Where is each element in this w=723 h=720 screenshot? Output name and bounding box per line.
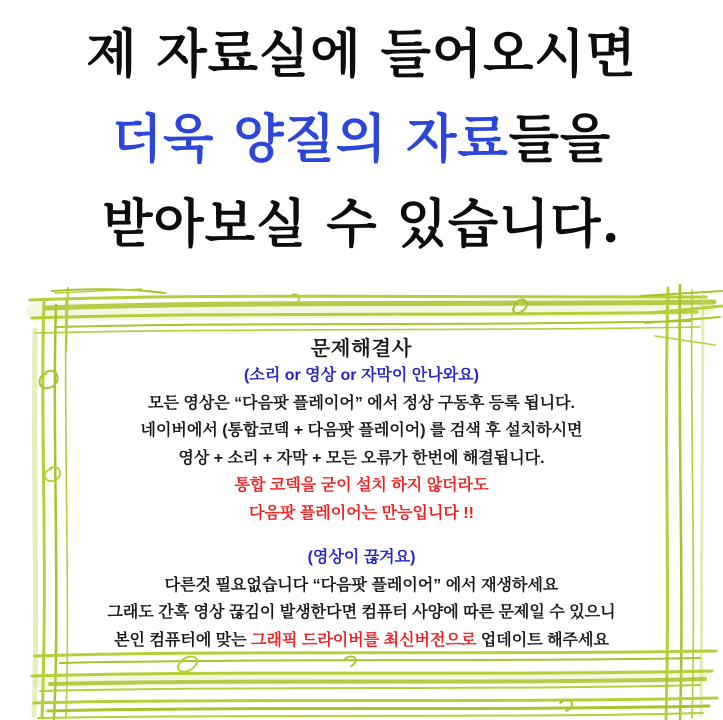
red-note-potplayer: 다음팟 플레이어는 만능입니다 !! — [249, 504, 474, 522]
info-line-pc-spec: 그래도 간혹 영상 끊김이 발생한다면 컴퓨터 사양에 따른 문제일 수 있으니 — [107, 604, 616, 621]
info-line-register: 모든 영상은 “다음팟 플레이어” 에서 정상 구동후 등록 됩니다. — [148, 394, 575, 412]
headline-line-3: 받아보실 수 있습니다. — [102, 194, 621, 255]
headline-line-2-highlight: 더욱 양질의 자료 — [111, 109, 509, 170]
headline-line-2-rest: 들을 — [508, 109, 612, 170]
info-line-naver-search: 네이버에서 (통합코덱 + 다음팟 플레이어) 를 검색 후 설치하시면 — [140, 422, 583, 439]
info-line-play-potplayer: 다른것 필요없습니다 “다음팟 플레이어” 에서 재생하세요 — [164, 576, 559, 594]
info-line-all-fixed: 영상 + 소리 + 자막 + 모든 오류가 한번에 해결됩니다. — [178, 449, 545, 467]
driver-update-red: 그래픽 드라이버를 최신버전으로 — [251, 631, 477, 649]
troubleshoot-box — [70, 336, 653, 654]
headline-line-1: 제 자료실에 들어오시면 — [86, 24, 637, 85]
section-stutter-heading: (영상이 끊겨요) — [307, 549, 416, 566]
driver-update-suffix: 업데이트 해주세요 — [476, 631, 609, 649]
section-no-sound-heading: (소리 or 영상 or 자막이 안나와요) — [244, 367, 479, 384]
info-line-driver-update — [70, 627, 653, 655]
driver-update-prefix: 본인 컴퓨터에 맞는 — [114, 631, 252, 649]
box-title: 문제해결사 — [310, 338, 413, 360]
red-note-codec: 통합 코덱을 굳이 설치 하지 않더라도 — [234, 477, 489, 494]
